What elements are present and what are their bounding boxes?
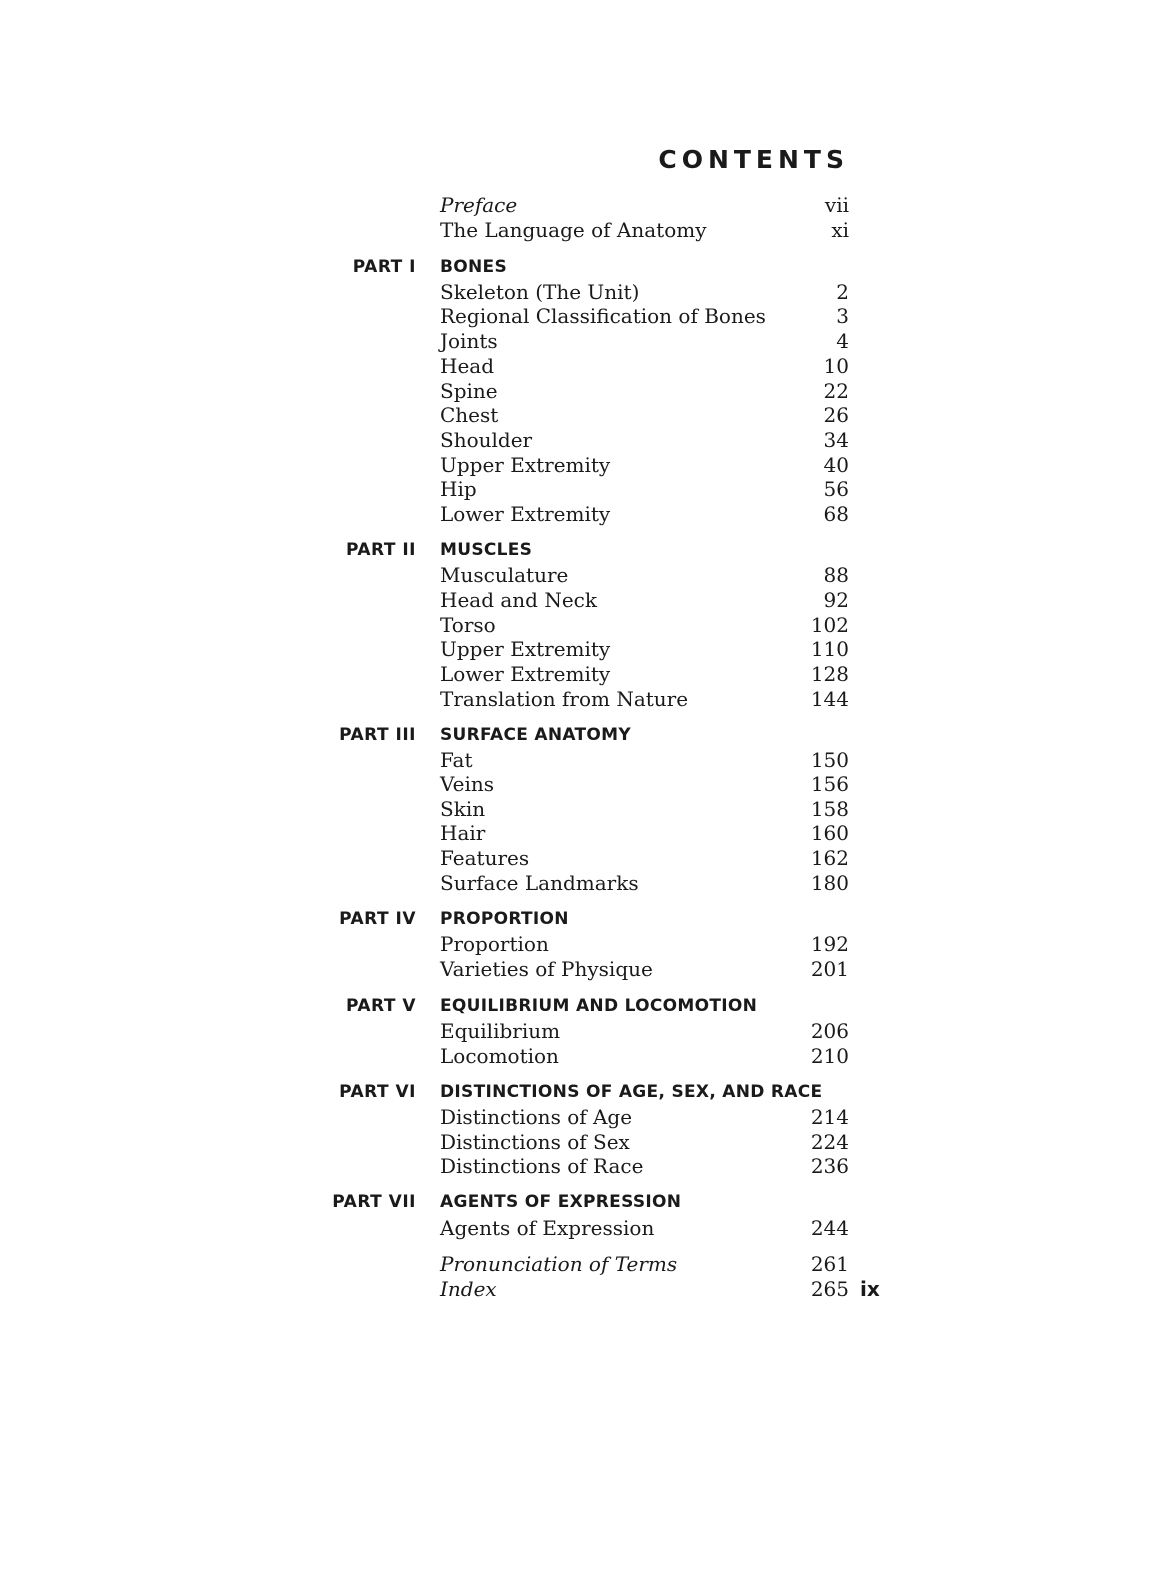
toc-entry <box>0 1043 1163 1069</box>
toc-entry <box>0 452 1163 478</box>
entry-page-number: 265 <box>810 1277 849 1301</box>
toc-entry <box>0 1215 1163 1241</box>
part-heading <box>0 254 1163 280</box>
entry-page-number: vii <box>824 193 849 217</box>
toc-entry <box>0 931 1163 957</box>
toc-entry <box>0 353 1163 379</box>
toc-entry <box>0 1129 1163 1155</box>
toc-entry <box>0 562 1163 588</box>
toc-entry <box>0 1018 1163 1044</box>
toc-entry <box>0 587 1163 613</box>
entry-page-number: 210 <box>810 1044 849 1068</box>
toc-entry <box>0 402 1163 428</box>
entry-title: The Language of Anatomy <box>440 218 707 242</box>
entry-page-number: 92 <box>823 588 849 612</box>
entry-title: Hip <box>440 477 477 501</box>
part-heading <box>0 722 1163 748</box>
entry-page-number: 236 <box>810 1154 849 1178</box>
entry-title: Translation from Nature <box>440 687 689 711</box>
entry-title: Lower Extremity <box>440 662 611 686</box>
entry-title: Skeleton (The Unit) <box>440 280 640 304</box>
entry-page-number: 22 <box>823 379 849 403</box>
toc-entry <box>0 192 1163 218</box>
entry-title: Torso <box>440 613 496 637</box>
toc-entry <box>0 686 1163 712</box>
entry-page-number: 26 <box>823 403 849 427</box>
entry-title: Equilibrium <box>440 1019 561 1043</box>
toc-entry <box>0 279 1163 305</box>
toc-entry <box>0 956 1163 982</box>
entry-title: Lower Extremity <box>440 502 611 526</box>
entry-title: Shoulder <box>440 428 533 452</box>
entry-title: Head <box>440 354 495 378</box>
entry-title: Musculature <box>440 563 569 587</box>
part-title: EQUILIBRIUM AND LOCOMOTION <box>440 996 758 1016</box>
entry-page-number: 160 <box>810 821 849 845</box>
part-label: PART V <box>345 996 416 1016</box>
entry-title: Varieties of Physique <box>440 957 653 981</box>
part-heading <box>0 906 1163 932</box>
toc-entry <box>0 747 1163 773</box>
toc-entry <box>0 328 1163 354</box>
entry-title: Distinctions of Sex <box>440 1130 630 1154</box>
part-heading <box>0 1079 1163 1105</box>
part-heading <box>0 993 1163 1019</box>
entry-title: Preface <box>440 193 518 217</box>
entry-title: Features <box>440 846 530 870</box>
entry-page-number: 3 <box>836 304 849 328</box>
entry-page-number: 128 <box>810 662 849 686</box>
part-label: PART I <box>352 257 416 277</box>
toc-entry <box>0 796 1163 822</box>
entry-title: Joints <box>440 329 498 353</box>
entry-title: Agents of Expression <box>440 1216 655 1240</box>
toc-entry <box>0 476 1163 502</box>
entry-page-number: 192 <box>810 932 849 956</box>
part-title: BONES <box>440 257 507 277</box>
toc-entry <box>0 1153 1163 1179</box>
entry-title: Pronunciation of Terms <box>440 1252 678 1276</box>
toc-entry <box>0 820 1163 846</box>
entry-page-number: 102 <box>810 613 849 637</box>
toc-entry <box>0 501 1163 527</box>
entry-title: Spine <box>440 379 498 403</box>
entry-page-number: 244 <box>810 1216 849 1240</box>
entry-page-number: 144 <box>810 687 849 711</box>
toc-entry <box>0 303 1163 329</box>
toc-entry <box>0 1104 1163 1130</box>
entry-title: Skin <box>440 797 486 821</box>
entry-page-number: 224 <box>810 1130 849 1154</box>
part-title: MUSCLES <box>440 540 533 560</box>
part-heading <box>0 1189 1163 1215</box>
entry-title: Surface Landmarks <box>440 871 639 895</box>
entry-title: Proportion <box>440 932 549 956</box>
toc-entry <box>0 1276 1163 1302</box>
toc-entry <box>0 427 1163 453</box>
entry-page-number: 201 <box>810 957 849 981</box>
part-label: PART II <box>345 540 416 560</box>
entry-title: Index <box>440 1277 497 1301</box>
part-label: PART III <box>339 725 416 745</box>
entry-page-number: 40 <box>823 453 849 477</box>
entry-page-number: 4 <box>836 329 849 353</box>
entry-page-number: 261 <box>810 1252 849 1276</box>
entry-title: Upper Extremity <box>440 637 611 661</box>
toc-entry <box>0 771 1163 797</box>
entry-page-number: 2 <box>836 280 849 304</box>
part-title: PROPORTION <box>440 909 569 929</box>
entry-page-number: 214 <box>810 1105 849 1129</box>
entry-title: Head and Neck <box>440 588 597 612</box>
entry-page-number: 110 <box>810 637 849 661</box>
toc-entry <box>0 661 1163 687</box>
part-label: PART VII <box>332 1192 416 1212</box>
toc-entry <box>0 845 1163 871</box>
part-label: PART VI <box>339 1082 416 1102</box>
part-label: PART IV <box>339 909 416 929</box>
part-title: DISTINCTIONS OF AGE, SEX, AND RACE <box>440 1082 823 1102</box>
entry-title: Chest <box>440 403 499 427</box>
entry-title: Distinctions of Race <box>440 1154 644 1178</box>
toc-entry <box>0 1251 1163 1277</box>
entry-title: Regional Classification of Bones <box>440 304 766 328</box>
entry-page-number: 206 <box>810 1019 849 1043</box>
toc-entry <box>0 378 1163 404</box>
toc-entry <box>0 636 1163 662</box>
entry-page-number: 68 <box>823 502 849 526</box>
entry-page-number: 156 <box>810 772 849 796</box>
entry-page-number: 56 <box>823 477 849 501</box>
part-title: SURFACE ANATOMY <box>440 725 631 745</box>
part-title: AGENTS OF EXPRESSION <box>440 1192 682 1212</box>
entry-page-number: 158 <box>810 797 849 821</box>
entry-page-number: 88 <box>823 563 849 587</box>
entry-title: Locomotion <box>440 1044 559 1068</box>
entry-page-number: 180 <box>810 871 849 895</box>
entry-title: Hair <box>440 821 486 845</box>
toc-entry <box>0 870 1163 896</box>
part-heading <box>0 537 1163 563</box>
entry-page-number: 150 <box>810 748 849 772</box>
page-title: CONTENTS <box>658 145 849 174</box>
entry-title: Upper Extremity <box>440 453 611 477</box>
entry-title: Distinctions of Age <box>440 1105 633 1129</box>
entry-page-number: 162 <box>810 846 849 870</box>
toc-entry <box>0 612 1163 638</box>
entry-title: Veins <box>440 772 494 796</box>
entry-page-number: 10 <box>823 354 849 378</box>
entry-title: Fat <box>440 748 473 772</box>
entry-page-number: 34 <box>823 428 849 452</box>
toc-entry <box>0 217 1163 243</box>
entry-page-number: xi <box>831 218 849 242</box>
page-folio: ix <box>860 1277 880 1301</box>
